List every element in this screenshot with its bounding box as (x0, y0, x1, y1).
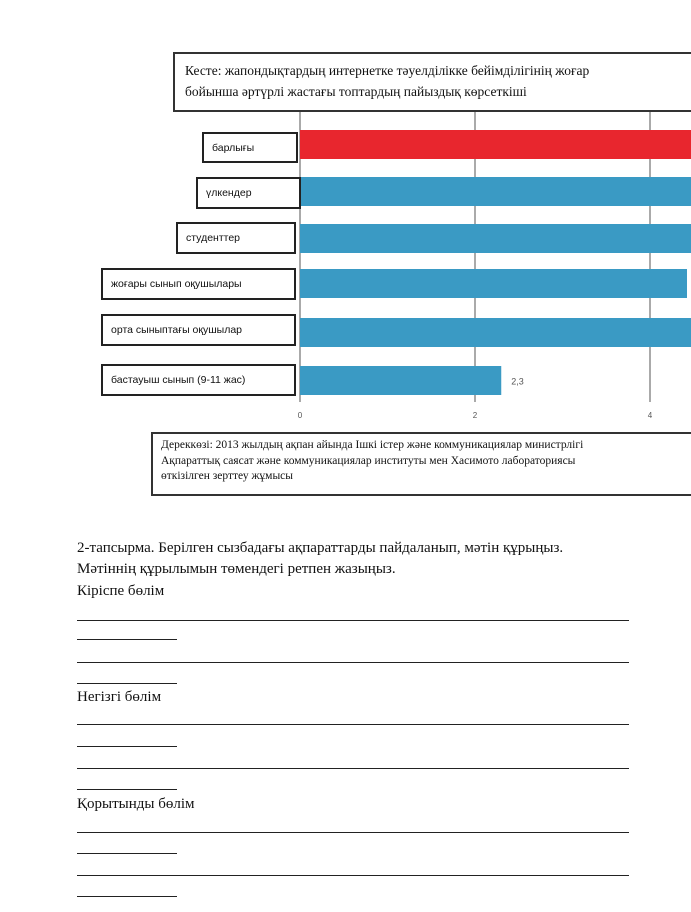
category-label-primary-school: бастауыш сынып (9-11 жас) (101, 364, 296, 396)
answer-line[interactable] (77, 768, 629, 769)
category-label-students: студенттер (176, 222, 296, 254)
category-label-adults: үлкендер (196, 177, 301, 209)
bar (300, 177, 691, 206)
chart-source (151, 432, 691, 496)
category-label-high-school: жоғары сынып оқушылары (101, 268, 296, 300)
answer-line[interactable] (77, 620, 629, 621)
answer-line[interactable] (77, 875, 629, 876)
answer-line[interactable] (77, 683, 177, 684)
chart-title-line-1: Кесте: жапондықтардың интернетке тәуелділікке бейімділігінің жоғар (185, 63, 590, 78)
answer-line[interactable] (77, 662, 629, 663)
answer-line[interactable] (77, 639, 177, 640)
chart-title (173, 52, 691, 112)
answer-line[interactable] (77, 746, 177, 747)
chart-x-ticks (298, 411, 691, 420)
task-line-1: 2-тапсырма. Берілген сызбадағы ақпараттарды пайдаланып, мәтін құрыңыз. (77, 540, 564, 556)
bar (300, 130, 691, 159)
source-line-3: өткізілген зерттеу жұмысы (161, 470, 294, 482)
answer-line[interactable] (77, 896, 177, 897)
x-tick-label: 2 (472, 411, 478, 420)
section-intro-heading: Кіріспе бөлім (77, 583, 165, 599)
category-label-all: барлығы (202, 132, 298, 163)
x-tick-label: 4 (647, 411, 653, 420)
answer-line[interactable] (77, 853, 177, 854)
answer-line[interactable] (77, 789, 177, 790)
bar (300, 269, 687, 298)
source-line-2: Ақпараттық саясат және коммуникациялар институты мен Хасимото лабораториясы (161, 454, 576, 467)
answer-line[interactable] (77, 832, 629, 833)
task-line-2: Мәтіннің құрылымын төмендегі ретпен жазыңыз. (77, 561, 396, 577)
section-main-heading: Негізгі бөлім (77, 689, 162, 705)
answer-line[interactable] (77, 724, 629, 725)
category-label-middle-school: орта сыныптағы оқушылар (101, 314, 296, 346)
x-tick-label: 0 (297, 411, 303, 420)
bar (300, 224, 691, 253)
chart-title-line-2: бойынша әртүрлі жастағы топтардың пайыздық көрсеткіші (185, 84, 527, 99)
chart-bars (300, 130, 691, 395)
bar (300, 366, 501, 395)
section-conclusion-heading: Қорытынды бөлім (77, 796, 195, 812)
bar-value-label: 2,3 (511, 376, 524, 387)
bar (300, 318, 691, 347)
source-line-1: Дереккөзі: 2013 жылдың ақпан айында Ішкі істер және коммуникациялар министрлігі (161, 439, 584, 451)
